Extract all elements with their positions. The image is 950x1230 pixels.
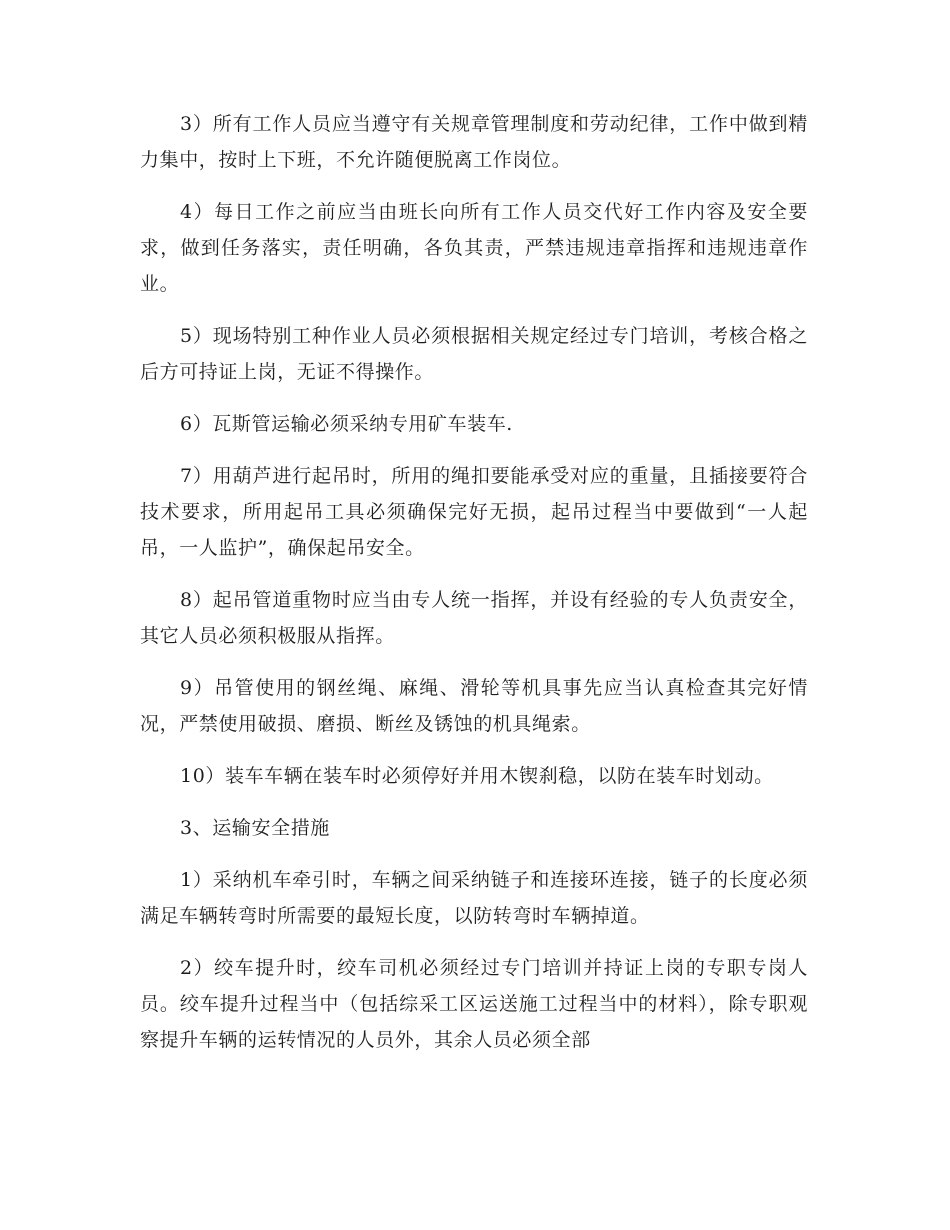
paragraph-item-6: 6）瓦斯管运输必须采纳专用矿车装车.: [180, 413, 513, 435]
paragraph-item-8: 8）起吊管道重物时应当由专人统一指挥，并设有经验的专人负责安全，其它人员必须积极服从指挥。: [140, 589, 808, 647]
paragraph-item-5: 5）现场特别工种作业人员必须根据相关规定经过专门培训，考核合格之后方可持证上岗，无证不得操作。: [140, 325, 808, 383]
section-heading: 3、运输安全措施: [180, 817, 330, 839]
paragraph-item-9: 9）吊管使用的钢丝绳、麻绳、滑轮等机具事先应当认真检查其完好情况，严禁使用破损、磨损、断丝及锈蚀的机具绳索。: [140, 677, 808, 735]
document-body: [140, 106, 808, 1074]
paragraph-item-7: 7）用葫芦进行起吊时，所用的绳扣要能承受对应的重量，且插接要符合技术要求，所用起吊工具必须确保完好无损，起吊过程当中要做到“一人起吊，一人监护”，确保起吊安全。: [140, 465, 808, 559]
paragraph-item-10: 10）装车车辆在装车时必须停好并用木锲刹稳，以防在装车时划动。: [180, 765, 774, 787]
paragraph-transport-2: 2）绞车提升时，绞车司机必须经过专门培训并持证上岗的专职专岗人员。绞车提升过程当中（包括综采工区运送施工过程当中的材料），除专职观察提升车辆的运转情况的人员外，其余人员必须全部: [140, 957, 808, 1051]
paragraph-item-4: 4）每日工作之前应当由班长向所有工作人员交代好工作内容及安全要求，做到任务落实，责任明确，各负其责，严禁违规违章指挥和违规违章作业。: [140, 201, 808, 295]
paragraph-item-3: 3）所有工作人员应当遵守有关规章管理制度和劳动纪律，工作中做到精力集中，按时上下班，不允许随便脱离工作岗位。: [140, 113, 808, 171]
paragraph-transport-1: 1）采纳机车牵引时，车辆之间采纳链子和连接环连接，链子的长度必须满足车辆转弯时所需要的最短长度，以防转弯时车辆掉道。: [140, 869, 808, 927]
